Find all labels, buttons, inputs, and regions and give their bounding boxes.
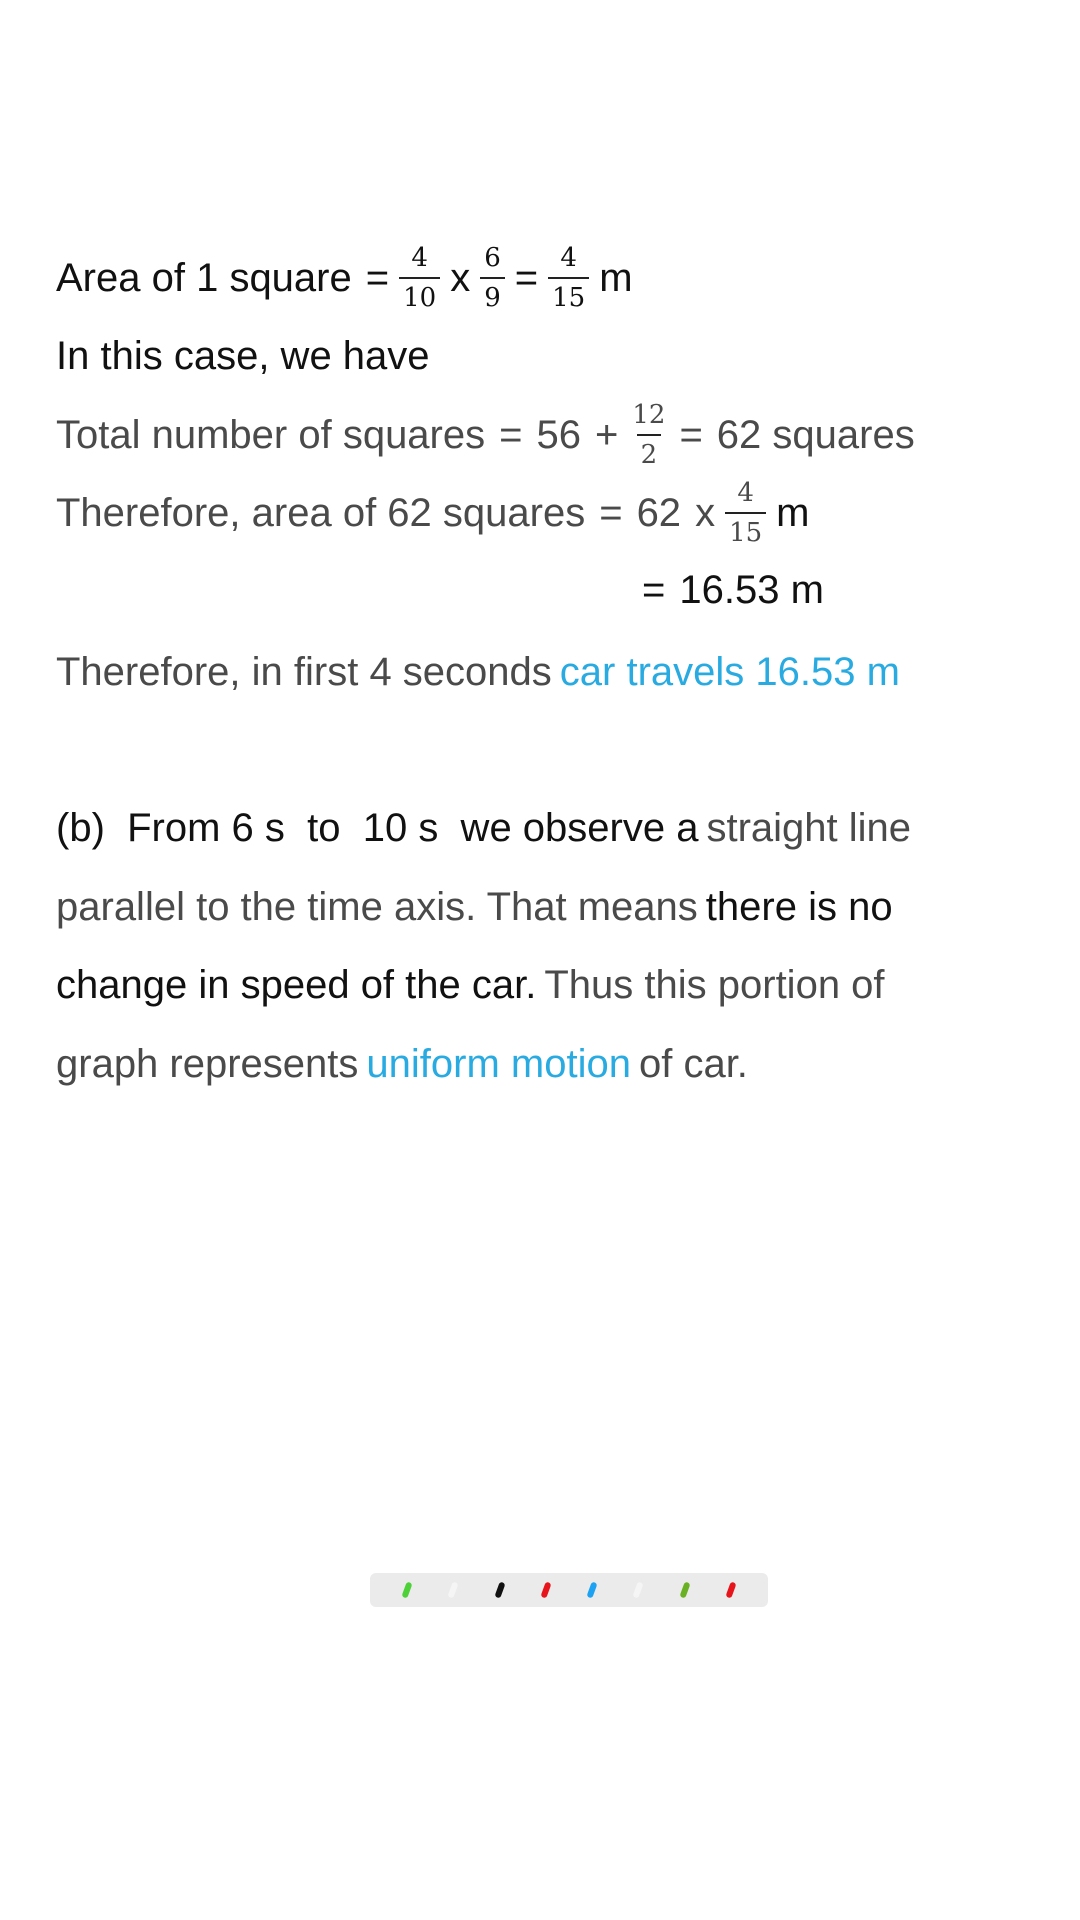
equals-sign: = — [599, 491, 623, 535]
equals-sign: = — [499, 413, 523, 457]
fraction-numerator: 4 — [411, 243, 428, 273]
pen-red-icon[interactable] — [725, 1581, 736, 1598]
part-b-text-a: parallel to the time axis. That means — [56, 885, 698, 929]
equals-sign: = — [679, 413, 703, 457]
pen-white-icon[interactable] — [448, 1581, 459, 1598]
area-62-squares-line — [56, 480, 809, 546]
fraction-denominator: 15 — [725, 512, 766, 546]
area-result-line — [642, 570, 824, 610]
conclusion-line — [56, 652, 900, 692]
times-sign: x — [695, 491, 716, 535]
part-b-text-c: of car. — [638, 1042, 748, 1086]
part-b-line-1 — [56, 808, 911, 848]
fraction-4-10 — [399, 245, 440, 311]
conclusion-highlight: car travels 16.53 m — [559, 650, 900, 694]
area-62-prefix: Therefore, area of 62 squares — [56, 491, 586, 535]
part-b-text-b: there is no — [705, 885, 893, 929]
fraction-denominator: 9 — [480, 277, 505, 311]
pen-red-icon[interactable] — [540, 1581, 551, 1598]
conclusion-prefix: Therefore, in first 4 seconds — [56, 650, 552, 694]
part-b-line-3 — [56, 965, 885, 1005]
total-prefix: Total number of squares — [56, 413, 486, 457]
part-b-line-2 — [56, 887, 893, 927]
times-sign: x — [450, 256, 471, 300]
total-squares-line — [56, 402, 915, 468]
equals-sign: = — [642, 568, 666, 612]
area-of-one-square-line — [56, 245, 633, 311]
area-one-prefix: Area of 1 square — [56, 256, 352, 300]
fraction-4-15 — [548, 245, 589, 311]
part-b-text-a: change in speed of the car. — [56, 963, 537, 1007]
fraction-numerator: 4 — [560, 243, 577, 273]
fraction-6-9 — [480, 245, 505, 311]
pen-black-icon[interactable] — [494, 1581, 505, 1598]
part-b-text-b: Thus this portion of — [544, 963, 885, 1007]
fraction-denominator: 15 — [548, 277, 589, 311]
plus-sign: + — [594, 413, 619, 457]
squares-count: 62 — [636, 491, 682, 535]
fraction-4-15 — [725, 480, 766, 546]
part-b-text-a: (b) From 6 s to 10 s we observe a — [56, 806, 699, 850]
fraction-numerator: 4 — [737, 478, 754, 508]
pen-blue-icon[interactable] — [587, 1581, 598, 1598]
equals-sign: = — [365, 256, 390, 300]
uniform-motion-highlight: uniform motion — [366, 1042, 631, 1086]
fraction-numerator: 6 — [484, 243, 501, 273]
area-result-value: 16.53 m — [679, 568, 824, 612]
fraction-denominator: 2 — [637, 434, 662, 468]
part-b-text-a: graph represents — [56, 1042, 359, 1086]
total-result: 62 squares — [716, 413, 915, 457]
pen-white-icon[interactable] — [633, 1581, 644, 1598]
unit-label: m — [776, 491, 810, 535]
part-b-text-b: straight line — [706, 806, 912, 850]
part-b-line-4 — [56, 1044, 748, 1084]
pen-green-icon[interactable] — [402, 1581, 413, 1598]
in-this-case-text: In this case, we have — [56, 334, 430, 378]
fraction-12-2 — [628, 402, 669, 468]
pen-color-toolbar — [370, 1573, 768, 1607]
equals-sign: = — [514, 256, 539, 300]
unit-label: m — [599, 256, 633, 300]
fraction-denominator: 10 — [399, 277, 440, 311]
fraction-numerator: 12 — [632, 400, 666, 430]
pen-olive-green-icon[interactable] — [679, 1581, 690, 1598]
in-this-case-line — [56, 336, 430, 376]
full-squares-count: 56 — [536, 413, 581, 457]
